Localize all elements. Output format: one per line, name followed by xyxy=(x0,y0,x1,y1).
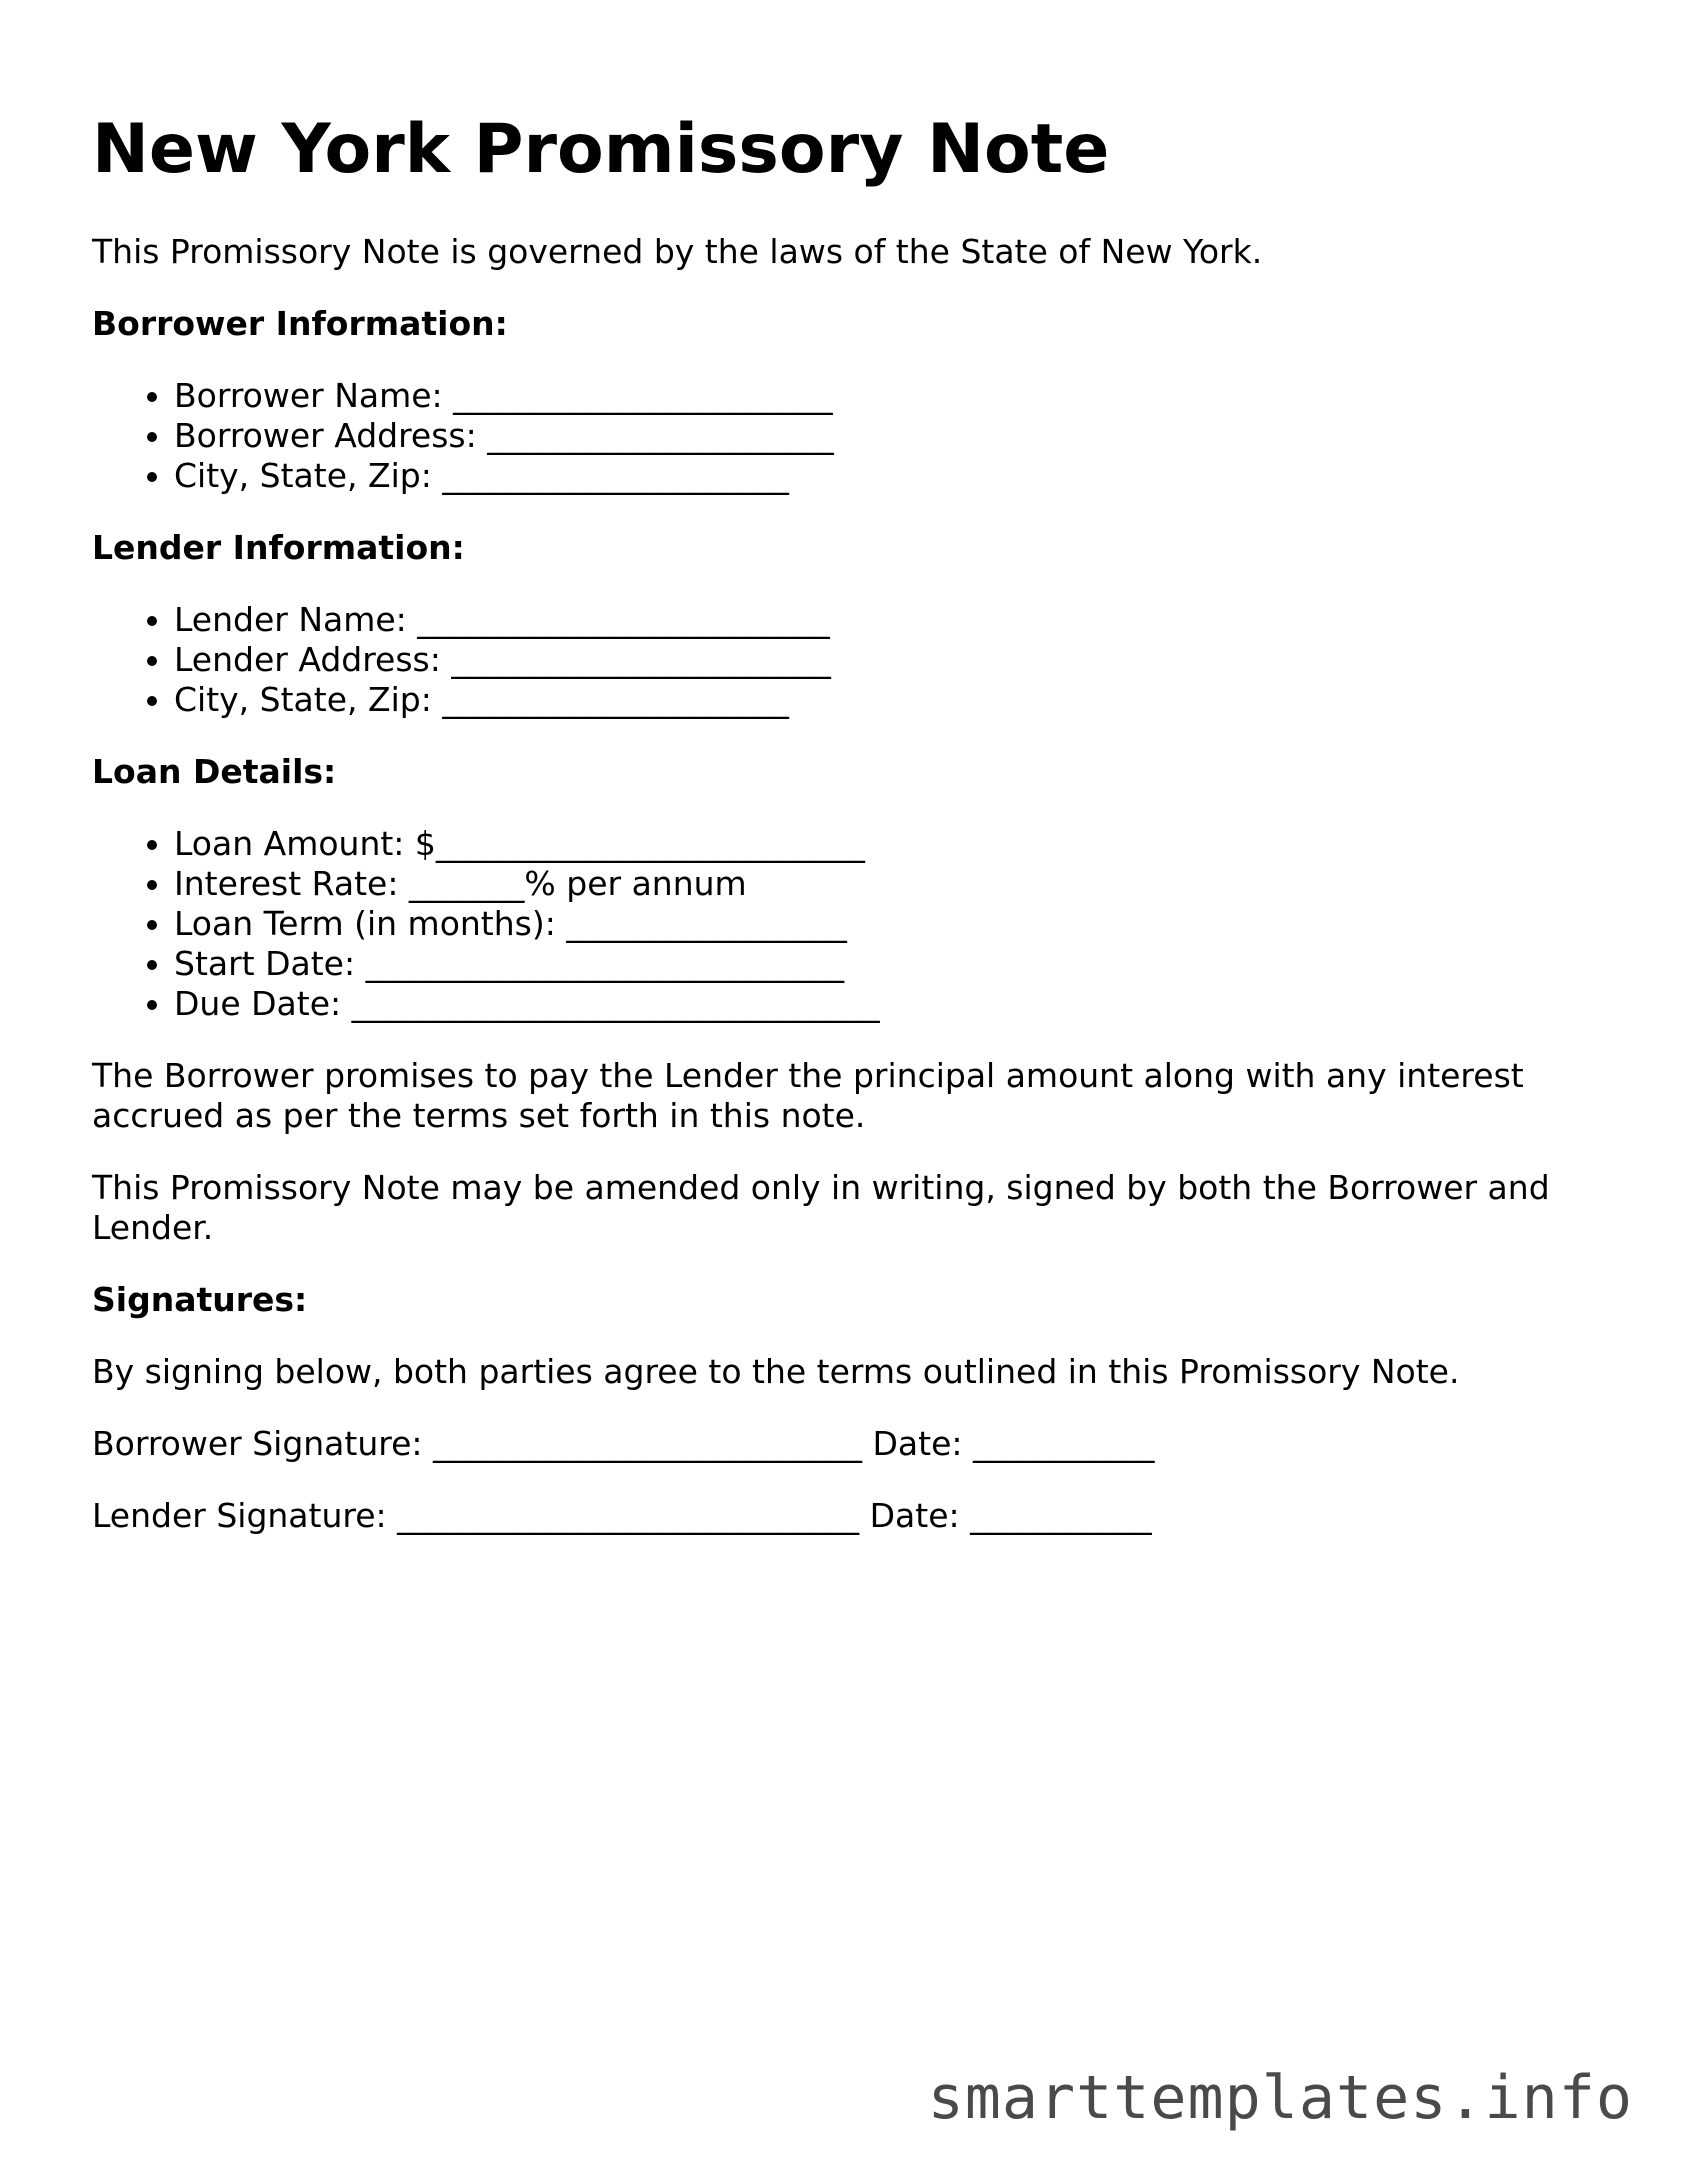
list-item: • Due Date: ________________________________ xyxy=(174,984,1592,1024)
document-title: New York Promissory Note xyxy=(92,110,1110,189)
list-item: • Lender Name: _________________________ xyxy=(174,600,1592,640)
borrower-section-heading: Borrower Information: xyxy=(92,304,508,343)
intro-paragraph: This Promissory Note is governed by the laws of the State of New York. xyxy=(92,232,1263,271)
lender-info-list xyxy=(92,600,1592,720)
list-item: • Borrower Address: _____________________ xyxy=(174,416,1592,456)
list-item: • Lender Address: _______________________ xyxy=(174,640,1592,680)
list-item: • Borrower Name: _______________________ xyxy=(174,376,1592,416)
signature-agreement-text: By signing below, both parties agree to the terms outlined in this Promissory Note. xyxy=(92,1352,1460,1391)
signatures-section-heading: Signatures: xyxy=(92,1280,308,1319)
amendment-paragraph: This Promissory Note may be amended only in writing, signed by both the Borrower and Lender. xyxy=(92,1168,1550,1247)
list-item: • Loan Term (in months): _________________ xyxy=(174,904,1592,944)
lender-section-heading: Lender Information: xyxy=(92,528,465,567)
promise-paragraph: The Borrower promises to pay the Lender the principal amount along with any interest accrued as per the terms set forth in this note. xyxy=(92,1056,1524,1135)
watermark-text: smarttemplates.info xyxy=(927,2063,1633,2133)
loan-section-heading: Loan Details: xyxy=(92,752,337,791)
list-item: • Interest Rate: _______% per annum xyxy=(174,864,1592,904)
borrower-info-list xyxy=(92,376,1592,496)
list-item: • City, State, Zip: _____________________ xyxy=(174,680,1592,720)
lender-signature-line: Lender Signature: ____________________________ Date: ___________ xyxy=(92,1496,1152,1535)
list-item: • Start Date: _____________________________ xyxy=(174,944,1592,984)
document-page xyxy=(92,110,1592,1568)
loan-details-list xyxy=(92,824,1592,1024)
borrower-signature-line: Borrower Signature: __________________________ Date: ___________ xyxy=(92,1424,1155,1463)
list-item: • Loan Amount: $__________________________ xyxy=(174,824,1592,864)
list-item: • City, State, Zip: _____________________ xyxy=(174,456,1592,496)
